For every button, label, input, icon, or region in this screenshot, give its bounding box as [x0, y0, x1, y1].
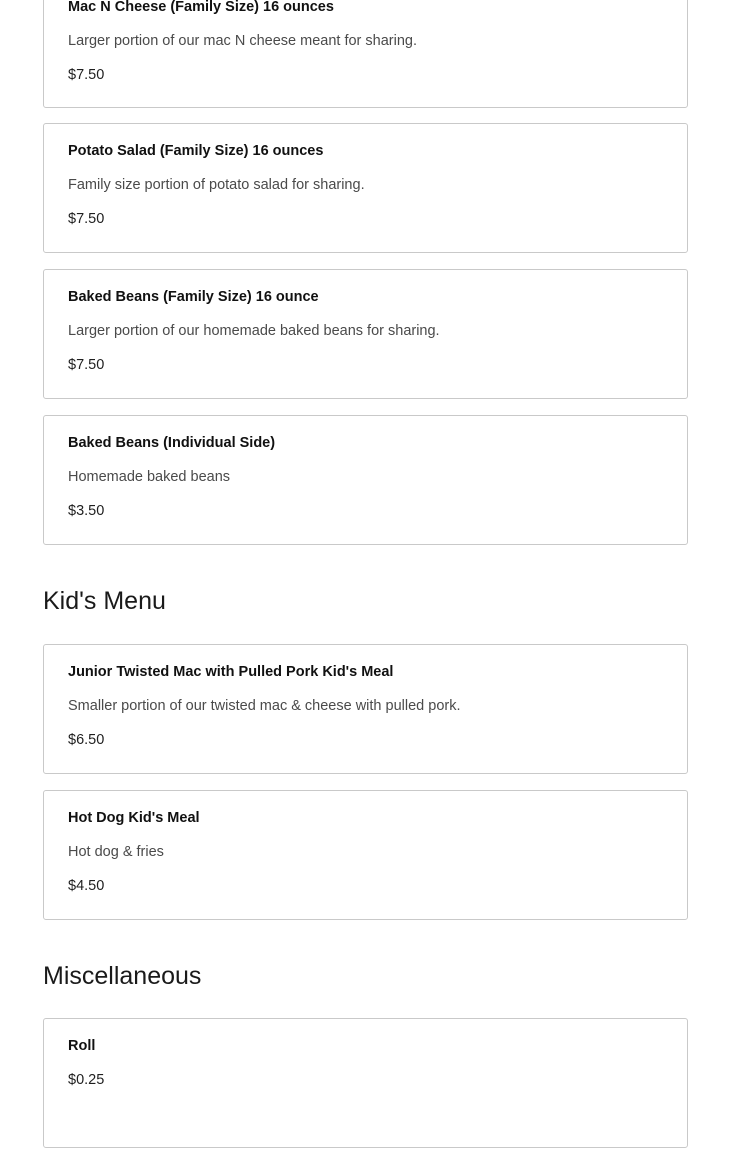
menu-item-description: Family size portion of potato salad for sharing. — [68, 177, 365, 193]
menu-item-card[interactable] — [43, 0, 688, 108]
menu-item-description: Homemade baked beans — [68, 469, 231, 485]
menu-item-description: Hot dog & fries — [68, 844, 164, 860]
menu-item-price: $7.50 — [68, 357, 105, 373]
menu-item-description: Larger portion of our mac N cheese meant for sharing. — [68, 33, 417, 49]
menu-item-card[interactable] — [43, 1018, 688, 1148]
menu-item-name: Baked Beans (Individual Side) — [68, 435, 276, 451]
menu-item-description: Larger portion of our homemade baked beans for sharing. — [68, 323, 440, 339]
menu-item-card[interactable] — [43, 790, 688, 920]
section-title-kids-menu: Kid's Menu — [43, 587, 166, 615]
menu-item-name: Roll — [68, 1038, 96, 1054]
menu-item-price: $0.25 — [68, 1072, 105, 1088]
menu-item-description: Smaller portion of our twisted mac & cheese with pulled pork. — [68, 698, 461, 714]
menu-item-price: $6.50 — [68, 732, 105, 748]
menu-item-name: Potato Salad (Family Size) 16 ounces — [68, 143, 324, 159]
menu-item-card[interactable] — [43, 644, 688, 774]
section-title-miscellaneous: Miscellaneous — [43, 962, 202, 990]
menu-item-name: Baked Beans (Family Size) 16 ounce — [68, 289, 319, 305]
menu-item-name: Junior Twisted Mac with Pulled Pork Kid's Meal — [68, 664, 394, 680]
menu-item-price: $7.50 — [68, 211, 105, 227]
menu-item-price: $7.50 — [68, 67, 105, 83]
menu-item-name: Hot Dog Kid's Meal — [68, 810, 200, 826]
menu-item-card[interactable] — [43, 123, 688, 253]
menu-item-card[interactable] — [43, 269, 688, 399]
menu-item-name: Mac N Cheese (Family Size) 16 ounces — [68, 0, 334, 15]
menu-item-price: $3.50 — [68, 503, 105, 519]
menu-item-price: $4.50 — [68, 878, 105, 894]
menu-item-card[interactable] — [43, 415, 688, 545]
